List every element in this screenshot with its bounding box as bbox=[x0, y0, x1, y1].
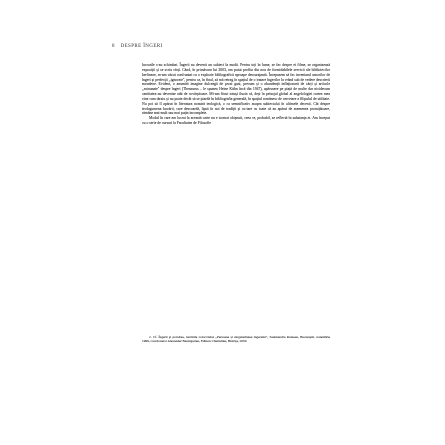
footnote-number: 2. bbox=[149, 335, 152, 339]
running-header bbox=[112, 44, 163, 49]
running-title: DESPRE ÎNGERI bbox=[120, 44, 163, 49]
footnote-text: Cf. Îngerii și pornirea, lucrările colocviului ,,Persoana și singularitatea îngerului'', Salamandra Ruleaua, Bucureștii, noiembrie 1999, coordonator Alexander Baumgarten, Editura Charmides, Bistrița, 2000. bbox=[142, 335, 330, 344]
body-paragraph: lucrurile s-au schimbat. Îngerii au devenit un subiect la modă. Pentru toți în lume, se fac despre ei filme, se organizează expoziții și se scriu cărți. Când, în primăvara lui 2003, am putut profita din nou de formidabilele servicii ale bibliotecilor berlineze, m-am văzut confruntat cu o explozie bibliografică aproape descurajantă. Începusem să fac inventarul umorilor de îngeri și perfecții ,,ignorate'', pentru ca, în final, să mă retrag în spațiul de o tratare îngerilor la vrând sub de vedere descrierii mondene. Evident, o anumită imagine dulceagă de prost gust, precum și o abundență inflaționară de cărți și articole ,,minunate'' despre îngeri (Thesaurus – le spunea Heine Kühn încă din 1947), apărusere pe piață de multe dar nicidecum cantitatea nu devenise atât de covârșitoare. Mi-am făcut totuși iluzia că, deși în peisajul global al angelologiei cartea mea vine cam târziu și nu poate decât să se piardă în bibliografia generală, în spațiul românesc de cercetare a filipulul de utilitate. Nu pot să îl apărut în literatura noastră teologică, o ca semnificativ asupra subiectului în ultimele decenii. Cât despre teologumena lucrării, care descoardă, lipsă în noi de tradiții și cu-tare cu toate că au apărut de asemenea promițătoare, rămâne mai mult sau mai puțin incomplete. bbox=[142, 63, 330, 116]
body-paragraph: Modul în care am lucrat la această carte nu e tocmai obișnuit, ceea ce, probabil, se reflectă în substanța ei. Am început cu o serie de cursuri la Facultatea de Filosofie bbox=[142, 116, 330, 126]
body-text bbox=[142, 63, 330, 126]
page-number: 8 bbox=[112, 44, 115, 49]
footnote bbox=[142, 335, 330, 344]
